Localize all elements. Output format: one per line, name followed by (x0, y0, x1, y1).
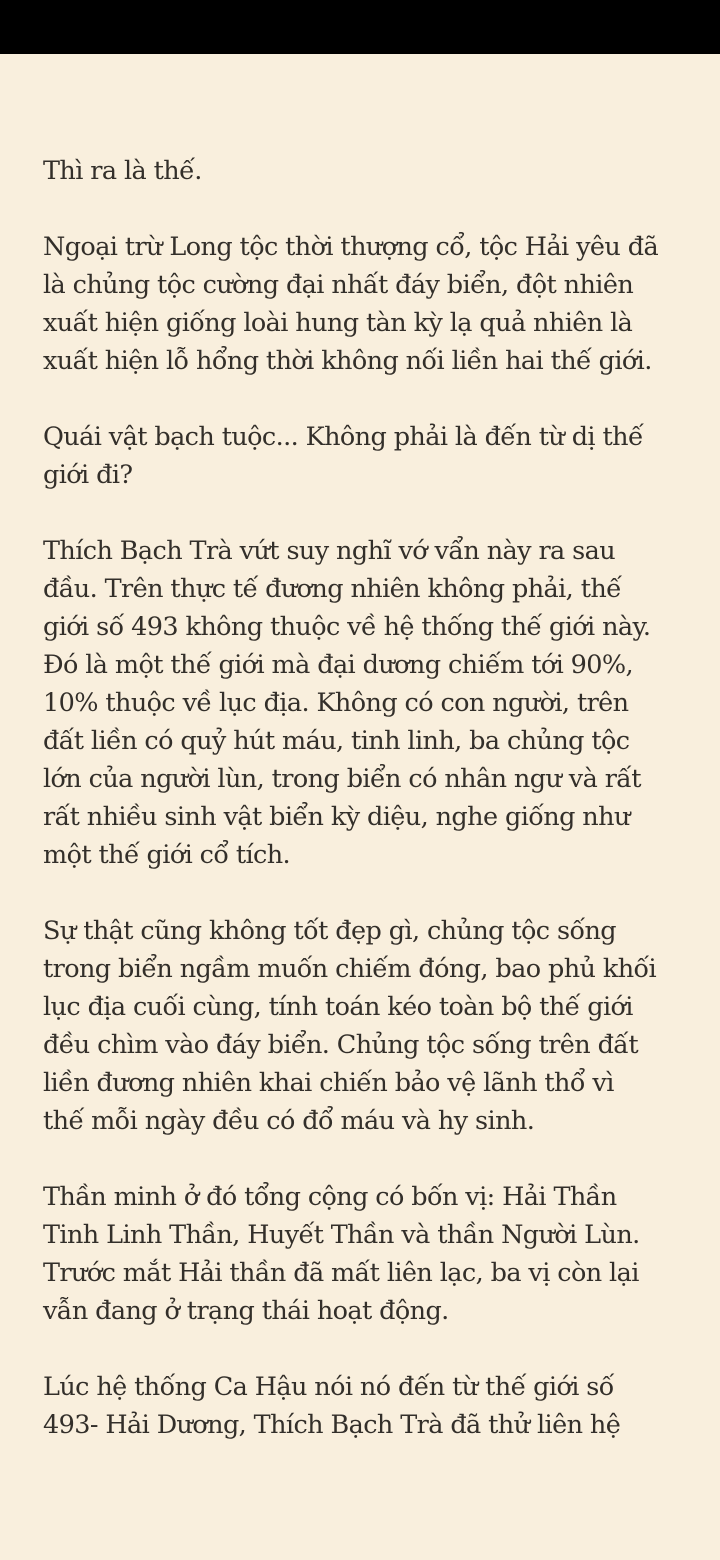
paragraph: Lúc hệ thống Ca Hậu nói nó đến từ thế giới số 493- Hải Dương, Thích Bạch Trà đã thử liên hệ (43, 1372, 621, 1440)
paragraph: Quái vật bạch tuộc... Không phải là đến từ dị thế giới đi? (43, 422, 644, 490)
chapter-text (43, 152, 683, 1482)
paragraph: Thích Bạch Trà vứt suy nghĩ vớ vẩn này ra sau đầu. Trên thực tế đương nhiên không phải, thế giới số 493 không thuộc về hệ thống thế giới này. Đó là một thế giới mà đại dương chiếm tới 90%, 10% thuộc về lục địa. Không có con người, trên đất liền có quỷ hút máu, tinh linh, ba chủng tộc lớn của người lùn, trong biển có nhân ngư và rất rất nhiều sinh vật biển kỳ diệu, nghe giống như một thế giới cổ tích. (43, 536, 651, 870)
paragraph: Thần minh ở đó tổng cộng có bốn vị: Hải Thần Tinh Linh Thần, Huyết Thần và thần Người Lùn. Trước mắt Hải thần đã mất liên lạc, ba vị còn lại vẫn đang ở trạng thái hoạt động. (43, 1182, 640, 1326)
reader-page[interactable] (0, 54, 720, 1560)
paragraph: Ngoại trừ Long tộc thời thượng cổ, tộc Hải yêu đã là chủng tộc cường đại nhất đáy biển, đột nhiên xuất hiện giống loài hung tàn kỳ lạ quả nhiên là xuất hiện lỗ hổng thời không nối liền hai thế giới. (43, 232, 659, 376)
paragraph: Thì ra là thế. (43, 156, 202, 186)
status-bar (0, 0, 720, 54)
paragraph: Sự thật cũng không tốt đẹp gì, chủng tộc sống trong biển ngầm muốn chiếm đóng, bao phủ khối lục địa cuối cùng, tính toán kéo toàn bộ thế giới đều chìm vào đáy biển. Chủng tộc sống trên đất liền đương nhiên khai chiến bảo vệ lãnh thổ vì thế mỗi ngày đều có đổ máu và hy sinh. (43, 916, 657, 1136)
